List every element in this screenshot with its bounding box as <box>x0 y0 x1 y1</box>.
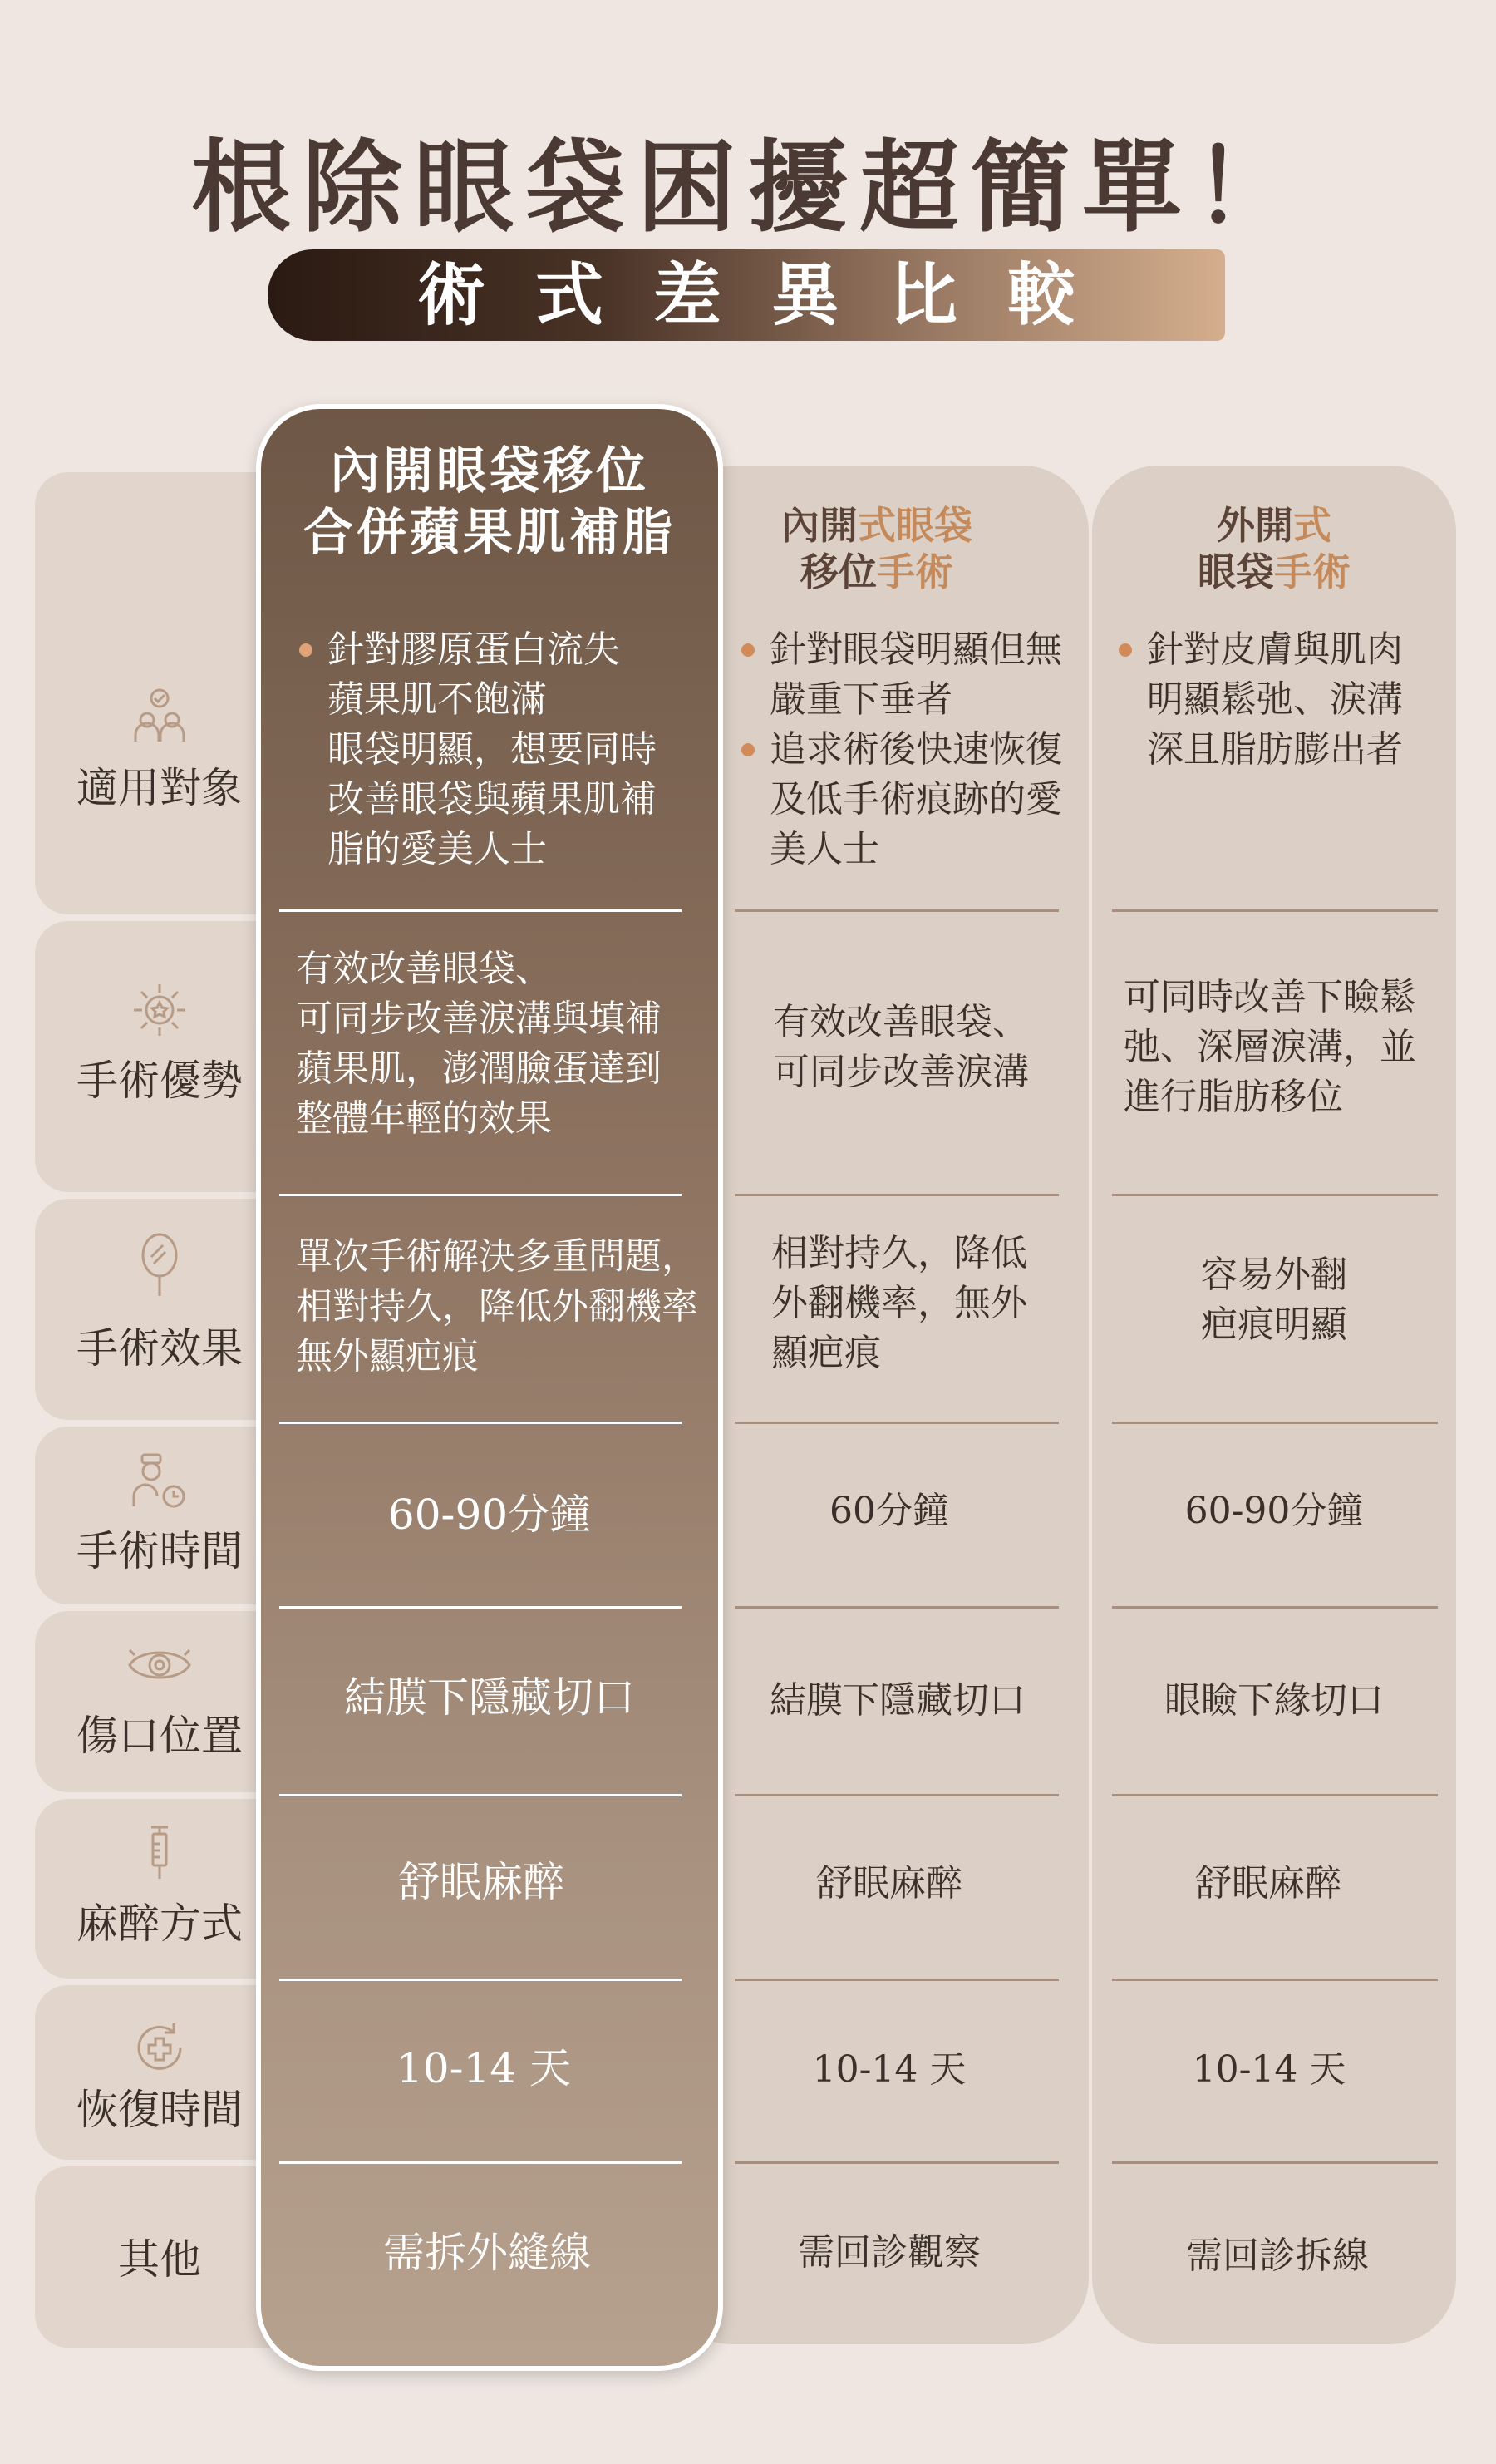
row-label-anesthesia <box>35 1799 284 1979</box>
row-label-text: 其他 <box>118 2235 201 2284</box>
row-label-text: 手術效果 <box>76 1324 243 1372</box>
subtitle: 術式差異比較 <box>416 255 1125 335</box>
doctor-clock-icon <box>35 1451 284 1524</box>
highlight-column-header <box>256 441 723 564</box>
cell-line: 有效改善眼袋、 <box>296 948 552 990</box>
cell-wound-inner: 結膜下隱藏切口 <box>770 1679 1026 1722</box>
row-label-text: 恢復時間 <box>76 2086 243 2134</box>
row-divider <box>279 2161 682 2164</box>
cell-duration-highlight: 60-90分鐘 <box>387 1491 592 1539</box>
row-label-duration <box>35 1427 284 1604</box>
cell-line: 可同步改善淚溝與填補 <box>296 998 662 1040</box>
row-divider <box>735 2161 1059 2164</box>
row-divider <box>279 1606 682 1609</box>
row-divider <box>279 1194 682 1196</box>
row-label-text: 手術時間 <box>76 1527 243 1575</box>
cell-other-highlight: 需拆外縫線 <box>383 2229 591 2277</box>
cell-line: 進行脂肪移位 <box>1124 1076 1343 1118</box>
row-label-target <box>35 472 284 914</box>
cell-effect-inner <box>771 1229 1070 1378</box>
cell-anesthesia-highlight: 舒眠麻醉 <box>398 1858 564 1906</box>
row-label-text: 傷口位置 <box>76 1712 243 1760</box>
cell-line: 相對持久，降低外翻機率 <box>296 1285 698 1328</box>
cell-line: 外翻機率，無外 <box>771 1282 1027 1324</box>
cell-advantage-highlight <box>296 944 703 1144</box>
header-part: 手術 <box>1274 549 1351 594</box>
cell-line: 蘋果肌，澎潤臉蛋達到 <box>296 1047 662 1090</box>
header-part: 眼袋 <box>896 503 972 548</box>
cell-line: 相對持久，降低 <box>771 1232 1027 1274</box>
row-divider <box>279 1422 682 1424</box>
cell-line: 及低手術痕跡的愛 <box>770 778 1062 821</box>
row-label-text: 麻醉方式 <box>76 1900 243 1948</box>
page-title: 根除眼袋困擾超簡單！ <box>191 129 1305 246</box>
cell-anesthesia-inner: 舒眠麻醉 <box>816 1862 962 1905</box>
cell-effect-highlight <box>296 1232 711 1382</box>
cell-duration-outer: 60-90分鐘 <box>1184 1490 1364 1532</box>
row-label-wound <box>35 1611 284 1792</box>
row-label-text: 手術優勢 <box>76 1057 243 1105</box>
group-people-icon <box>35 685 284 757</box>
mirror-icon <box>35 1232 284 1313</box>
cell-target-outer <box>1115 625 1448 775</box>
eye-icon <box>35 1636 284 1704</box>
row-divider <box>1112 1606 1438 1609</box>
row-divider <box>1112 909 1438 912</box>
cell-line: 追求術後快速恢復 <box>770 728 1062 771</box>
cell-line: 可同步改善淚溝 <box>773 1051 1029 1093</box>
cell-line: 針對皮膚與肌肉 <box>1147 628 1403 671</box>
row-divider <box>279 1979 682 1981</box>
row-divider <box>1112 2161 1438 2164</box>
header-part: 式 <box>858 503 896 548</box>
header-part: 式 <box>1293 503 1331 548</box>
cell-advantage-outer <box>1124 973 1456 1122</box>
cell-line: 脂的愛美人士 <box>327 828 547 870</box>
row-label-other <box>35 2166 284 2348</box>
header-line: 內開眼袋移位 <box>330 442 649 500</box>
row-label-recovery <box>35 1985 284 2160</box>
header-part: 移位 <box>800 549 877 594</box>
inner-column-header <box>665 502 1089 595</box>
row-label-effect <box>35 1199 284 1420</box>
cell-line: 容易外翻 <box>1201 1254 1347 1296</box>
cell-advantage-inner <box>773 998 1072 1097</box>
header-part: 內開 <box>781 503 858 548</box>
cell-line: 針對膠原蛋白流失 <box>327 628 620 671</box>
cell-line: 顯疤痕 <box>771 1332 881 1374</box>
cell-wound-outer: 眼瞼下緣切口 <box>1164 1679 1384 1722</box>
row-divider <box>279 909 682 912</box>
cell-line: 改善眼袋與蘋果肌補 <box>327 778 657 821</box>
cell-target-inner <box>738 625 1070 875</box>
row-divider <box>735 909 1059 912</box>
row-divider <box>735 1422 1059 1424</box>
cell-line: 深且脂肪膨出者 <box>1147 728 1403 771</box>
cell-line: 有效改善眼袋、 <box>773 1001 1029 1043</box>
row-divider <box>1112 1194 1438 1196</box>
cell-effect-outer <box>1092 1250 1456 1350</box>
syringe-icon <box>35 1824 284 1896</box>
row-divider <box>735 1194 1059 1196</box>
cell-line: 蘋果肌不飽滿 <box>327 678 547 721</box>
cell-duration-inner: 60分鐘 <box>829 1490 949 1532</box>
cell-line: 整體年輕的效果 <box>296 1097 552 1140</box>
row-divider <box>735 1979 1059 1981</box>
cell-line: 疤痕明顯 <box>1201 1303 1347 1346</box>
header-part: 眼袋 <box>1198 549 1274 594</box>
cell-wound-highlight: 結膜下隱藏切口 <box>344 1673 635 1722</box>
cell-target-highlight <box>296 625 686 875</box>
row-divider <box>735 1794 1059 1796</box>
cell-line: 無外顯疤痕 <box>296 1335 479 1377</box>
header-part: 手術 <box>877 549 953 594</box>
header-line: 合併蘋果肌補脂 <box>303 504 676 562</box>
row-label-text: 適用對象 <box>76 764 243 812</box>
cell-recovery-inner: 10-14 天 <box>812 2048 967 2091</box>
cell-line: 嚴重下垂者 <box>770 678 952 721</box>
cell-anesthesia-outer: 舒眠麻醉 <box>1195 1862 1341 1905</box>
cell-other-inner: 需回診觀察 <box>798 2231 981 2274</box>
sun-star-icon <box>35 981 284 1053</box>
cell-line: 眼袋明顯，想要同時 <box>327 728 657 771</box>
row-divider <box>1112 1794 1438 1796</box>
row-label-advantage <box>35 921 284 1192</box>
row-divider <box>1112 1422 1438 1424</box>
row-divider <box>279 1794 682 1796</box>
cell-recovery-outer: 10-14 天 <box>1192 2048 1346 2091</box>
cell-line: 明顯鬆弛、淚溝 <box>1147 678 1403 721</box>
cell-line: 美人士 <box>770 828 879 870</box>
cell-line: 可同時改善下瞼鬆 <box>1124 976 1416 1018</box>
outer-column-header <box>1092 502 1456 595</box>
cell-other-outer: 需回診拆線 <box>1186 2235 1369 2277</box>
header-part: 外開 <box>1217 503 1293 548</box>
row-divider <box>1112 1979 1438 1981</box>
row-divider <box>735 1606 1059 1609</box>
cell-line: 單次手術解決多重問題， <box>296 1235 698 1278</box>
cell-line: 針對眼袋明顯但無 <box>770 628 1062 671</box>
cell-line: 弛、深層淚溝，並 <box>1124 1026 1416 1068</box>
cell-recovery-highlight: 10-14 天 <box>396 2044 572 2092</box>
